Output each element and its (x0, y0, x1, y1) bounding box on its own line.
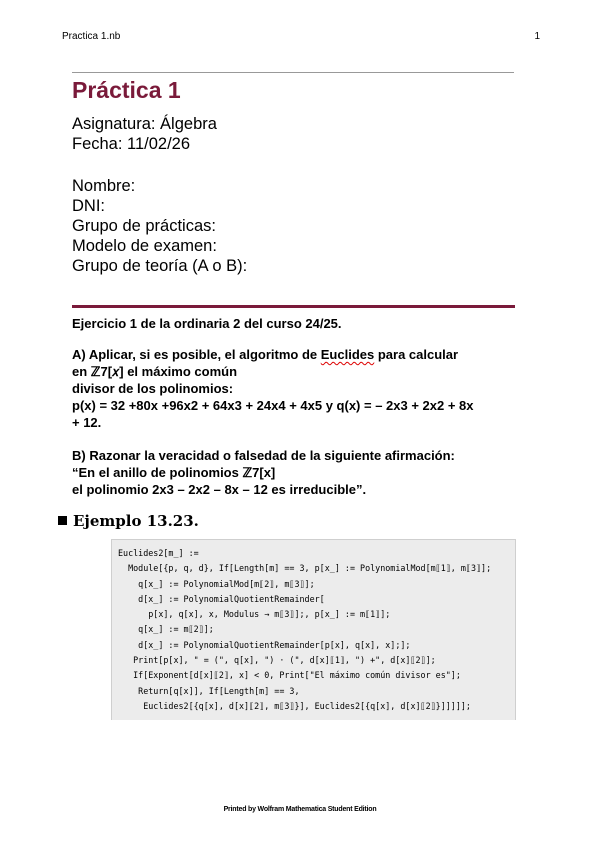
section-heading-ejemplo[interactable] (58, 512, 199, 530)
field-nombre: Nombre: (72, 177, 136, 195)
part-b-line-1: B) Razonar la veracidad o falsedad de la siguiente afirmación: (72, 448, 455, 463)
part-b-line-2: “En el anillo de polinomios ℤ7[x] (72, 465, 276, 480)
student-form (72, 176, 247, 276)
code-line: d[x_] := PolynomialQuotientRemainder[ (118, 593, 325, 604)
exercise-part-a (72, 346, 522, 431)
asignatura-line: Asignatura: Álgebra (72, 115, 217, 133)
code-line: d[x_] := PolynomialQuotientRemainder[p[x], q[x], x];]; (118, 639, 411, 650)
part-a-line-2: en ℤ7[𝑥] el máximo común (72, 364, 238, 379)
field-grupo-practicas: Grupo de prácticas: (72, 217, 216, 235)
part-a-text-tail: para calcular (374, 347, 459, 362)
cell-bullet-icon (58, 516, 67, 525)
field-dni: DNI: (72, 197, 105, 215)
notebook-filename: Practica 1.nb (62, 31, 121, 42)
section-divider (72, 305, 515, 308)
page-title: Práctica 1 (72, 77, 181, 103)
exercise-part-b (72, 447, 522, 498)
page-number: 1 (534, 31, 540, 42)
fecha-line: Fecha: 11/02/26 (72, 135, 191, 153)
code-line: Module[{p, q, d}, If[Length[m] == 3, p[x_] := PolynomialMod[m⟦1⟧, m⟦3⟧]; (118, 563, 492, 574)
part-a-line-3: divisor de los polinomios: (72, 381, 234, 396)
code-block[interactable] (118, 546, 491, 714)
part-a-line-1 (72, 346, 522, 363)
code-line: p[x], q[x], x, Modulus → m⟦3⟧];, p[x_] := m⟦1⟧]; (118, 609, 391, 620)
ejemplo-label: Ejemplo 13.23. (73, 512, 199, 530)
field-grupo-teoria: Grupo de teoría (A o B): (72, 257, 248, 275)
code-line: Euclides2[{q[x], d[x]⟦2⟧, m⟦3⟧}], Euclides2[{q[x], d[x]⟦2⟧}]]]]]; (118, 700, 471, 711)
course-info (72, 114, 217, 154)
part-b-line-3: el polinomio 2x3 – 2x2 – 8x – 12 es irreducible”. (72, 482, 367, 497)
part-a-line-4: p(x) = 32 +80x +96x2 + 64x3 + 24x4 + 4x5 y q(x) = – 2x3 + 2x2 + 8x (72, 398, 474, 413)
field-modelo-examen: Modelo de examen: (72, 237, 217, 255)
exercise-title: Ejercicio 1 de la ordinaria 2 del curso 24/25. (72, 316, 342, 331)
code-line: q[x_] := m⟦2⟧]; (118, 624, 214, 635)
code-line: Euclides2[m_] := (118, 548, 199, 558)
print-footer: Printed by Wolfram Mathematica Student Edition (223, 806, 377, 813)
part-a-line-5: + 12. (72, 415, 102, 430)
exercise-heading (72, 315, 522, 332)
title-rule (72, 72, 514, 73)
spellcheck-word[interactable]: Euclides (320, 347, 375, 362)
code-line: Print[p[x], " = (", q[x], ") · (", d[x]⟦1⟧, ") +", d[x]⟦2⟧]; (118, 655, 436, 666)
code-line: Return[q[x]], If[Length[m] == 3, (118, 685, 300, 696)
code-line: If[Exponent[d[x]⟦2⟧, x] < 0, Print["El máximo común divisor es"]; (118, 670, 461, 681)
code-line: q[x_] := PolynomialMod[m⟦2⟧, m⟦3⟧]; (118, 578, 315, 589)
part-a-text: A) Aplicar, si es posible, el algoritmo de (72, 347, 321, 362)
